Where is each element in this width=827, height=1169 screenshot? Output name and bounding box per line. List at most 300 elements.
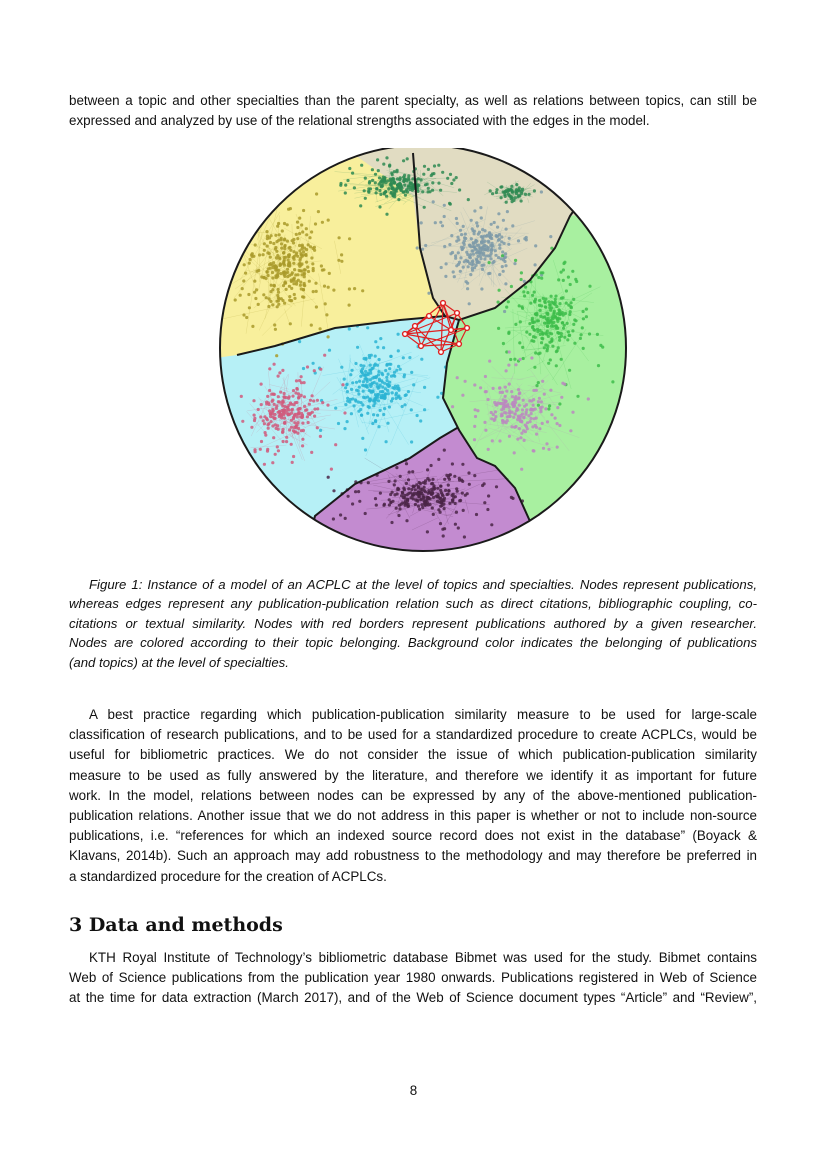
publication-node <box>418 481 421 484</box>
publication-node <box>298 217 301 220</box>
publication-node <box>533 300 536 303</box>
publication-node <box>463 535 466 538</box>
publication-node <box>518 186 521 189</box>
publication-node <box>290 419 293 422</box>
publication-node <box>475 221 478 224</box>
publication-node <box>363 189 366 192</box>
publication-node <box>451 499 454 502</box>
publication-node <box>436 396 439 399</box>
publication-node <box>487 448 490 451</box>
publication-node <box>272 436 275 439</box>
publication-node <box>538 397 541 400</box>
publication-node <box>301 230 304 233</box>
publication-node <box>507 364 510 367</box>
publication-node <box>518 391 521 394</box>
publication-node <box>530 417 533 420</box>
publication-node <box>513 451 516 454</box>
publication-node <box>298 232 301 235</box>
publication-node <box>374 173 377 176</box>
publication-node <box>357 392 360 395</box>
publication-node <box>556 422 559 425</box>
publication-node <box>302 209 305 212</box>
publication-node <box>348 167 351 170</box>
bp-line-4: measure to be used as fully answered by the literature, and therefore we identify it as important for future <box>69 767 757 783</box>
publication-node <box>498 439 501 442</box>
publication-node <box>514 259 517 262</box>
publication-node <box>476 224 479 227</box>
publication-node <box>473 232 476 235</box>
publication-node <box>291 239 294 242</box>
publication-node <box>491 261 494 264</box>
publication-node <box>466 492 469 495</box>
publication-node <box>490 417 493 420</box>
publication-node <box>517 396 520 399</box>
publication-node <box>466 282 469 285</box>
publication-node <box>343 378 346 381</box>
publication-node <box>476 409 479 412</box>
researcher-node <box>413 324 418 329</box>
publication-node <box>292 262 295 265</box>
publication-node <box>563 336 566 339</box>
publication-node <box>265 230 268 233</box>
publication-node <box>403 403 406 406</box>
publication-node <box>286 406 289 409</box>
publication-node <box>384 369 387 372</box>
publication-node <box>376 414 379 417</box>
publication-node <box>312 290 315 293</box>
publication-node <box>306 365 309 368</box>
publication-node <box>382 394 385 397</box>
publication-node <box>479 206 482 209</box>
publication-node <box>564 312 567 315</box>
publication-node <box>427 168 430 171</box>
publication-node <box>405 519 408 522</box>
publication-node <box>431 172 434 175</box>
publication-node <box>410 488 413 491</box>
publication-node <box>368 383 371 386</box>
publication-node <box>538 299 541 302</box>
publication-node <box>481 228 484 231</box>
publication-node <box>460 233 463 236</box>
publication-node <box>263 242 266 245</box>
publication-node <box>334 407 337 410</box>
publication-node <box>450 182 453 185</box>
publication-node <box>308 236 311 239</box>
publication-node <box>558 424 561 427</box>
intro-line-2: expressed and analyzed by use of the relational strengths associated with the edges in the model. <box>69 113 650 129</box>
publication-node <box>406 191 409 194</box>
publication-node <box>313 415 316 418</box>
publication-node <box>270 420 273 423</box>
publication-node <box>510 285 513 288</box>
publication-node <box>300 287 303 290</box>
dm-line-3: at the time for data extraction (March 2017), and of the Web of Science document types “Article” and “Review”, <box>69 990 757 1006</box>
publication-node <box>480 257 483 260</box>
publication-node <box>475 240 478 243</box>
publication-node <box>452 178 455 181</box>
publication-node <box>374 340 377 343</box>
publication-node <box>468 483 471 486</box>
publication-node <box>353 287 356 290</box>
publication-node <box>321 221 324 224</box>
publication-node <box>450 494 453 497</box>
publication-node <box>532 408 535 411</box>
publication-node <box>537 381 540 384</box>
publication-node <box>460 479 463 482</box>
publication-node <box>291 271 294 274</box>
publication-node <box>396 487 399 490</box>
publication-node <box>263 249 266 252</box>
publication-node <box>495 254 498 257</box>
publication-node <box>546 325 549 328</box>
publication-node <box>316 426 319 429</box>
publication-node <box>426 468 429 471</box>
publication-node <box>346 420 349 423</box>
publication-node <box>268 252 271 255</box>
publication-node <box>588 332 591 335</box>
publication-node <box>283 238 286 241</box>
publication-node <box>519 320 522 323</box>
publication-node <box>540 341 543 344</box>
publication-node <box>582 347 585 350</box>
publication-node <box>492 387 495 390</box>
publication-node <box>269 256 272 259</box>
publication-node <box>534 244 537 247</box>
publication-node <box>451 251 454 254</box>
publication-node <box>447 489 450 492</box>
publication-node <box>437 182 440 185</box>
publication-node <box>339 182 342 185</box>
publication-node <box>406 157 409 160</box>
publication-node <box>281 400 284 403</box>
publication-node <box>340 253 343 256</box>
publication-node <box>525 236 528 239</box>
publication-node <box>355 381 358 384</box>
publication-node <box>292 389 295 392</box>
publication-node <box>386 422 389 425</box>
bp-line-5: work. In the model, relations between nodes can be expressed by any of the above-mentioned publication- <box>69 787 757 803</box>
publication-node <box>280 247 283 250</box>
publication-node <box>254 297 257 300</box>
publication-node <box>467 265 470 268</box>
publication-node <box>386 379 389 382</box>
publication-node <box>408 471 411 474</box>
publication-node <box>316 399 319 402</box>
publication-node <box>350 388 353 391</box>
publication-node <box>395 397 398 400</box>
publication-node <box>241 287 244 290</box>
publication-node <box>317 210 320 213</box>
publication-node <box>298 269 301 272</box>
publication-node <box>375 187 378 190</box>
publication-node <box>248 306 251 309</box>
publication-node <box>282 395 285 398</box>
publication-node <box>240 395 243 398</box>
publication-node <box>326 404 329 407</box>
publication-node <box>273 363 276 366</box>
publication-node <box>296 226 299 229</box>
publication-node <box>557 278 560 281</box>
publication-node <box>341 383 344 386</box>
publication-node <box>287 262 290 265</box>
publication-node <box>439 497 442 500</box>
publication-node <box>524 286 527 289</box>
publication-node <box>385 195 388 198</box>
publication-node <box>556 406 559 409</box>
publication-node <box>293 268 296 271</box>
publication-node <box>276 445 279 448</box>
publication-node <box>234 298 237 301</box>
publication-node <box>340 260 343 263</box>
publication-node <box>561 321 564 324</box>
publication-node <box>272 393 275 396</box>
publication-node <box>346 390 349 393</box>
publication-node <box>431 492 434 495</box>
publication-node <box>301 438 304 441</box>
publication-node <box>531 317 534 320</box>
publication-node <box>402 356 405 359</box>
bp-line-1: A best practice regarding which publication-publication similarity measure to be used for large-scale <box>89 707 757 722</box>
publication-node <box>283 282 286 285</box>
publication-node <box>549 303 552 306</box>
publication-node <box>558 339 561 342</box>
publication-node <box>542 297 545 300</box>
publication-node <box>556 326 559 329</box>
publication-node <box>550 413 553 416</box>
publication-node <box>280 237 283 240</box>
publication-node <box>271 288 274 291</box>
publication-node <box>555 364 558 367</box>
publication-node <box>362 390 365 393</box>
publication-node <box>462 509 465 512</box>
publication-node <box>272 266 275 269</box>
publication-node <box>537 352 540 355</box>
publication-node <box>403 184 406 187</box>
publication-node <box>403 501 406 504</box>
publication-node <box>302 429 305 432</box>
publication-node <box>266 395 269 398</box>
publication-node <box>356 346 359 349</box>
caption-line-1: Figure 1: Instance of a model of an ACPLC at the level of topics and specialties. Nodes represent publications, <box>89 577 757 592</box>
publication-node <box>421 190 424 193</box>
publication-node <box>385 156 388 159</box>
publication-node <box>268 367 271 370</box>
publication-node <box>367 191 370 194</box>
publication-node <box>505 369 508 372</box>
publication-node <box>528 193 531 196</box>
publication-node <box>560 396 563 399</box>
publication-node <box>513 426 516 429</box>
publication-node <box>271 424 274 427</box>
publication-node <box>371 390 374 393</box>
publication-node <box>407 487 410 490</box>
publication-node <box>508 194 511 197</box>
publication-node <box>520 432 523 435</box>
publication-node <box>488 360 491 363</box>
publication-node <box>296 408 299 411</box>
publication-node <box>247 293 250 296</box>
publication-node <box>309 412 312 415</box>
publication-node <box>428 503 431 506</box>
publication-node <box>291 408 294 411</box>
publication-node <box>448 474 451 477</box>
publication-node <box>374 419 377 422</box>
publication-node <box>454 523 457 526</box>
publication-node <box>567 276 570 279</box>
publication-node <box>542 332 545 335</box>
publication-node <box>570 306 573 309</box>
publication-node <box>405 462 408 465</box>
publication-node <box>495 191 498 194</box>
publication-node <box>427 496 430 499</box>
publication-node <box>407 478 410 481</box>
publication-node <box>456 376 459 379</box>
publication-node <box>244 272 247 275</box>
publication-node <box>565 289 568 292</box>
publication-node <box>426 530 429 533</box>
publication-node <box>312 269 315 272</box>
publication-node <box>517 239 520 242</box>
publication-node <box>481 236 484 239</box>
publication-node <box>375 504 378 507</box>
publication-node <box>387 187 390 190</box>
publication-node <box>440 266 443 269</box>
publication-node <box>314 282 317 285</box>
publication-node <box>424 244 427 247</box>
publication-node <box>432 496 435 499</box>
publication-node <box>493 221 496 224</box>
publication-node <box>470 219 473 222</box>
publication-node <box>271 303 274 306</box>
publication-node <box>510 425 513 428</box>
publication-node <box>472 253 475 256</box>
publication-node <box>340 366 343 369</box>
publication-node <box>269 267 272 270</box>
publication-node <box>547 300 550 303</box>
publication-node <box>450 234 453 237</box>
publication-node <box>385 440 388 443</box>
publication-node <box>278 233 281 236</box>
publication-node <box>424 479 427 482</box>
publication-node <box>433 164 436 167</box>
publication-node <box>473 209 476 212</box>
publication-node <box>533 189 536 192</box>
publication-node <box>371 422 374 425</box>
publication-node <box>544 305 547 308</box>
publication-node <box>332 489 335 492</box>
publication-node <box>494 249 497 252</box>
publication-node <box>521 188 524 191</box>
publication-node <box>543 322 546 325</box>
publication-node <box>569 310 572 313</box>
publication-node <box>346 397 349 400</box>
publication-node <box>293 277 296 280</box>
publication-node <box>535 433 538 436</box>
publication-node <box>410 371 413 374</box>
publication-node <box>400 187 403 190</box>
caption-line-4: Nodes are colored according to their topic belonging. Background color indicates the belonging of publications <box>69 635 757 651</box>
publication-node <box>571 329 574 332</box>
publication-node <box>383 407 386 410</box>
publication-node <box>514 323 517 326</box>
publication-node <box>528 322 531 325</box>
publication-node <box>500 414 503 417</box>
publication-node <box>293 293 296 296</box>
publication-node <box>311 394 314 397</box>
publication-node <box>361 367 364 370</box>
publication-node <box>484 429 487 432</box>
publication-node <box>304 268 307 271</box>
publication-node <box>290 412 293 415</box>
publication-node <box>368 406 371 409</box>
publication-node <box>423 386 426 389</box>
publication-node <box>557 346 560 349</box>
publication-node <box>347 495 350 498</box>
publication-node <box>534 351 537 354</box>
publication-node <box>431 181 434 184</box>
publication-node <box>259 415 262 418</box>
publication-node <box>419 419 422 422</box>
publication-node <box>314 222 317 225</box>
publication-node <box>278 400 281 403</box>
publication-node <box>420 221 423 224</box>
publication-node <box>445 493 448 496</box>
publication-node <box>378 378 381 381</box>
publication-node <box>296 255 299 258</box>
publication-node <box>254 243 257 246</box>
publication-node <box>316 407 319 410</box>
researcher-node <box>403 332 408 337</box>
publication-node <box>325 313 328 316</box>
bp-line-8: Klavans, 2014b). Such an approach may add robustness to the methodology and may therefore be preferred in <box>69 848 757 864</box>
publication-node <box>305 227 308 230</box>
publication-node <box>409 491 412 494</box>
publication-node <box>467 198 470 201</box>
publication-node <box>504 256 507 259</box>
publication-node <box>406 498 409 501</box>
publication-node <box>537 400 540 403</box>
publication-node <box>273 403 276 406</box>
publication-node <box>597 364 600 367</box>
publication-node <box>518 194 521 197</box>
publication-node <box>241 420 244 423</box>
publication-node <box>443 527 446 530</box>
publication-node <box>288 299 291 302</box>
publication-node <box>472 229 475 232</box>
publication-node <box>496 226 499 229</box>
publication-node <box>585 308 588 311</box>
section-heading: 3 Data and methods <box>69 914 283 936</box>
publication-node <box>263 422 266 425</box>
publication-node <box>461 248 464 251</box>
publication-node <box>445 262 448 265</box>
publication-node <box>294 401 297 404</box>
publication-node <box>490 223 493 226</box>
publication-node <box>539 408 542 411</box>
publication-node <box>274 328 277 331</box>
publication-node <box>299 284 302 287</box>
publication-node <box>463 260 466 263</box>
publication-node <box>528 333 531 336</box>
publication-node <box>256 270 259 273</box>
publication-node <box>574 278 577 281</box>
publication-node <box>274 269 277 272</box>
publication-node <box>279 391 282 394</box>
publication-node <box>391 500 394 503</box>
publication-node <box>271 271 274 274</box>
publication-node <box>312 399 315 402</box>
publication-node <box>283 256 286 259</box>
